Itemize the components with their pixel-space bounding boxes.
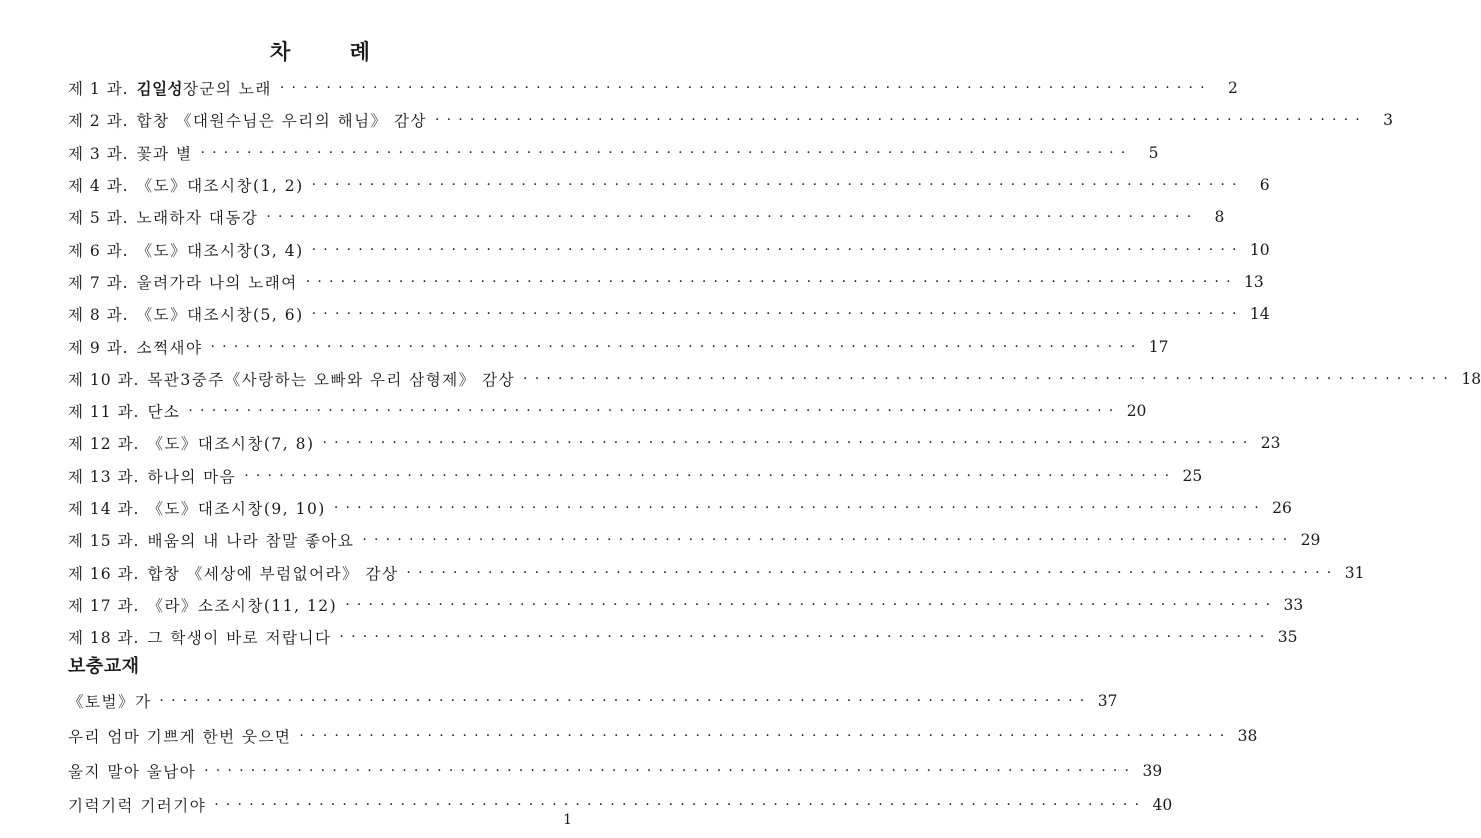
lesson-title [137,109,427,131]
page-ref: 29 [1300,531,1321,550]
lesson-title [147,400,180,422]
dot-leader: ················································································ [311,177,1244,194]
dot-leader: ················································································ [266,209,1199,226]
lesson-title [147,529,354,551]
lesson-title [147,562,398,584]
page-ref: 25 [1182,466,1203,485]
supplement-entry [68,684,1118,719]
toc-entry [68,524,1321,556]
lesson-number: 제 7 과. [68,273,129,292]
supplement-title: 우리 엄마 기쁘게 한번 웃으면 [68,728,292,747]
lesson-title [147,465,236,487]
lesson-number: 제 13 과. [68,467,140,486]
supplement-entry [68,753,1163,788]
page-ref: 13 [1244,272,1264,291]
lesson-title [147,432,314,454]
lesson-title [137,206,259,228]
toc-entry [68,137,1159,169]
lesson-number: 제 3 과. [68,144,129,163]
dot-leader: ················································································ [311,241,1244,258]
toc-entry [68,427,1281,459]
page-number: 1 [563,812,572,828]
dot-leader: ················································································ [333,500,1266,516]
dot-leader: ················································································ [214,797,1147,814]
page-ref: 14 [1249,305,1270,324]
lesson-title-text: 《도》대조시창(9, 10) [147,500,326,518]
lesson-title-text: 단소 [147,403,181,422]
page-ref: 2 [1227,79,1238,98]
lesson-title [137,142,193,164]
dot-leader: ················································································ [339,629,1272,646]
toc-entry [68,201,1225,233]
lesson-number: 제 10 과. [68,370,140,389]
lesson-title-text: 합창 《세상에 부럼없어라》 감상 [147,564,399,583]
toc-entry [68,169,1270,201]
lesson-title-text: 합창 《대원수님은 우리의 해님》 감상 [136,112,427,131]
dot-leader: ················································································ [322,435,1255,452]
page-ref: 38 [1237,727,1258,746]
lesson-title [137,303,304,325]
lesson-title-text: 《라》소조시창(11, 12) [147,596,338,615]
lesson-title-text: 《도》대조시창(5, 6) [136,306,304,325]
supplement-heading: 보충교재 [68,656,140,677]
toc-entry [68,621,1298,653]
page-ref: 5 [1148,143,1159,162]
supplement-entry [68,719,1258,754]
lesson-title-text: 꽃과 별 [136,144,193,163]
dot-leader: ················································································ [200,144,1133,161]
page-title: 차 례 [270,40,396,64]
dot-leader: ················································································ [362,532,1295,549]
page-ref: 6 [1259,176,1270,195]
toc-entry [68,460,1203,492]
page-ref: 26 [1272,499,1292,517]
dot-leader: ················································································ [434,112,1367,129]
page-ref: 3 [1383,111,1393,130]
lesson-number: 제 14 과. [68,500,140,518]
page-ref: 23 [1260,434,1281,453]
toc-entry [68,72,1238,104]
supplement-title: 울지 말아 울남아 [68,762,197,781]
page-ref: 20 [1126,402,1147,421]
lesson-title [147,594,337,616]
toc-entry [68,395,1147,427]
supplement-title: 《토벌》가 [68,693,152,712]
page-ref: 37 [1097,692,1118,711]
lesson-title-text: 《도》대조시창(1, 2) [136,177,304,196]
lesson-title-text: 목관3중주《사랑하는 오빠와 우리 삼형제》 감상 [147,370,516,389]
toc-entry [68,330,1169,362]
toc-entry [68,589,1304,621]
dot-leader: ················································································ [188,403,1121,420]
toc-entry [68,266,1264,298]
lesson-number: 제 8 과. [68,306,129,325]
dot-leader: ················································································ [311,306,1244,323]
lesson-title-text: 배움의 내 나라 참말 좋아요 [147,532,355,551]
page-ref: 40 [1152,796,1173,815]
lesson-number: 제 9 과. [68,338,129,357]
page-ref: 39 [1142,761,1163,780]
lesson-title-text: 하나의 마음 [147,467,237,486]
lesson-number: 제 6 과. [68,241,129,260]
lesson-number: 제 11 과. [68,403,140,422]
lesson-title-text: 장군의 노래 [183,80,272,99]
lesson-title-text: 울려가라 나의 노래여 [136,273,298,292]
dot-leader: ················································································ [244,467,1177,484]
lesson-number: 제 2 과. [68,112,129,131]
dot-leader: ················································································ [204,762,1137,779]
lesson-number: 제 4 과. [68,177,129,196]
lesson-number: 제 18 과. [68,629,140,648]
table-of-contents [68,72,1481,653]
lesson-title-text: 그 학생이 바로 저랍니다 [147,629,332,648]
lesson-title-bold: 김일성 [136,80,184,99]
lesson-number: 제 16 과. [68,564,140,583]
dot-leader: ················································································ [279,80,1212,97]
lesson-title [147,368,515,390]
dot-leader: ················································································ [406,564,1339,581]
page-ref: 10 [1249,240,1270,259]
page-ref: 33 [1283,595,1304,614]
dot-leader: ················································································ [299,728,1232,745]
page-ref: 18 [1461,369,1481,388]
page-ref: 31 [1344,563,1365,582]
lesson-title-text: 노래하자 대동강 [136,209,259,228]
lesson-number: 제 15 과. [68,532,140,551]
dot-leader: ················································································ [523,370,1456,387]
lesson-title [137,271,298,293]
toc-entry [68,363,1481,395]
toc-entry [68,104,1393,136]
lesson-number: 제 1 과. [68,80,129,99]
lesson-title [137,336,203,358]
lesson-title-text: 소쩍새야 [136,338,203,357]
dot-leader: ················································································ [345,596,1278,613]
lesson-number: 제 17 과. [68,596,140,615]
lesson-title-text: 《도》대조시창(3, 4) [136,241,304,260]
dot-leader: ················································································ [210,338,1143,355]
lesson-title [137,239,304,261]
dot-leader: ················································································ [305,273,1238,290]
page-ref: 35 [1277,628,1298,647]
lesson-number: 제 5 과. [68,209,129,228]
toc-entry [68,556,1365,588]
lesson-title [147,626,331,648]
lesson-title [147,497,325,519]
supplement-title: 기럭기럭 기러기야 [68,797,207,816]
page-ref: 17 [1148,337,1169,356]
dot-leader: ················································································ [159,693,1092,710]
lesson-title [137,174,304,196]
lesson-title [137,77,272,99]
toc-entry [68,492,1292,524]
supplement-contents [68,684,1258,823]
supplement-entry [68,788,1173,823]
lesson-number: 제 12 과. [68,435,140,454]
lesson-title-text: 《도》대조시창(7, 8) [147,435,315,454]
page-ref: 8 [1214,208,1225,227]
toc-entry [68,298,1270,330]
toc-entry [68,233,1270,265]
